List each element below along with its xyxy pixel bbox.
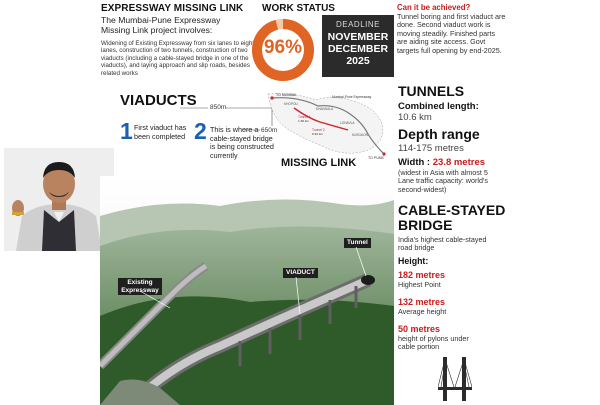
cable-desc: India's highest cable-stayed road bridge [398, 235, 487, 253]
person-illustration [4, 148, 114, 251]
work-status-percent: 96% [263, 37, 303, 58]
depth-value: 114-175 metres [398, 143, 464, 154]
width-label: Width : [398, 157, 433, 168]
achievability-question: Can it be achieved? [397, 3, 471, 12]
tunnels-heading: TUNNELS [398, 83, 465, 99]
deadline-month2: DECEMBER [327, 43, 389, 55]
map-label-tunnel1-len: 1.68 km [298, 119, 310, 123]
project-lead: The Mumbai-Pune Expressway Missing Link project involves: [101, 15, 221, 35]
project-title: EXPRESSWAY MISSING LINK [101, 3, 244, 14]
map-label-khopoli: KHOPOLI [284, 102, 299, 106]
map-node-start [270, 96, 273, 99]
viaduct1-text: First viaduct has been completed [134, 123, 187, 141]
tag-pointers [100, 176, 394, 405]
missing-link-heading: MISSING LINK [281, 157, 357, 169]
deadline-box [322, 15, 394, 77]
work-status-title: WORK STATUS [262, 3, 335, 14]
viaduct2-text: This is where a cable-stayed bridge is being constructed currently [210, 125, 274, 160]
cable-h3-label: height of pylons under cable portion [398, 334, 469, 352]
deadline-month1: NOVEMBER [327, 31, 389, 43]
viaduct1-number: 1 [120, 118, 133, 144]
viaducts-heading: VIADUCTS [120, 92, 197, 109]
viaduct2-length: 650m [261, 127, 278, 134]
width-line [398, 157, 485, 168]
achievability-note [397, 3, 507, 55]
cable-heading1: CABLE-STAYED [398, 202, 506, 218]
tunnels-combined-value: 10.6 km [398, 112, 432, 123]
width-value: 23.8 metres [432, 157, 486, 168]
tag-viaduct: VIADUCT [283, 268, 318, 278]
map-label-tunnel1: Tunnel 1 [298, 115, 311, 119]
bridge-pylon-icon [438, 353, 472, 403]
tag-existing-expressway: Existing Expressway [118, 278, 162, 295]
aerial-scene [100, 176, 394, 405]
viaduct2-number: 2 [194, 118, 207, 144]
map-label-to-pune: TO PUNE [368, 156, 384, 160]
cable-h1-value: 182 metres [398, 270, 446, 280]
deadline-year: 2025 [346, 55, 370, 67]
cable-h1-label: Highest Point [398, 280, 441, 289]
tag-tunnel: Tunnel [344, 238, 371, 248]
official-photo [4, 148, 114, 251]
map-label-tunnel2-len: 8.92 km [312, 132, 324, 136]
depth-heading: Depth range [398, 126, 480, 142]
cable-h2-value: 132 metres [398, 297, 446, 307]
map-label-to-mumbai: TO MUMBAI [276, 93, 297, 97]
width-note: (widest in Asia with almost 5 Lane traffic capacity: world's second-widest) [398, 168, 488, 194]
map-label-kusgaon: KUSGAON [352, 133, 368, 137]
map-label-khandala: KHANDALA [316, 107, 334, 111]
route-map [264, 88, 392, 162]
tunnels-combined-label: Combined length: [398, 101, 479, 112]
cable-height-label: Height: [398, 256, 429, 266]
project-body: Widening of Existing Expressway from six lanes to eight lanes, construction of two tunnels, construction of two viaducts (including a cable-stayed bridge in one of the viaducts), and laying approach and slip roads, besides related works [101, 40, 255, 77]
cable-heading2: BRIDGE [398, 217, 453, 233]
viaduct1-length: 850m [210, 104, 227, 111]
achievability-body: Tunnel boring and first viaduct are done. Second viaduct work is moving steadily. Finished parts are aiding site access. Govt targets full opening by end-2025. [397, 12, 506, 55]
map-label-tunnel2: Tunnel 2 [312, 128, 325, 132]
deadline-label: DEADLINE [335, 20, 380, 29]
cable-h3-value: 50 metres [398, 324, 441, 334]
map-label-lonavla: LONAVLA [340, 121, 355, 125]
map-label-expressway: Mumbai-Pune Expressway [332, 95, 372, 99]
cable-h2-label: Average height [398, 307, 447, 316]
